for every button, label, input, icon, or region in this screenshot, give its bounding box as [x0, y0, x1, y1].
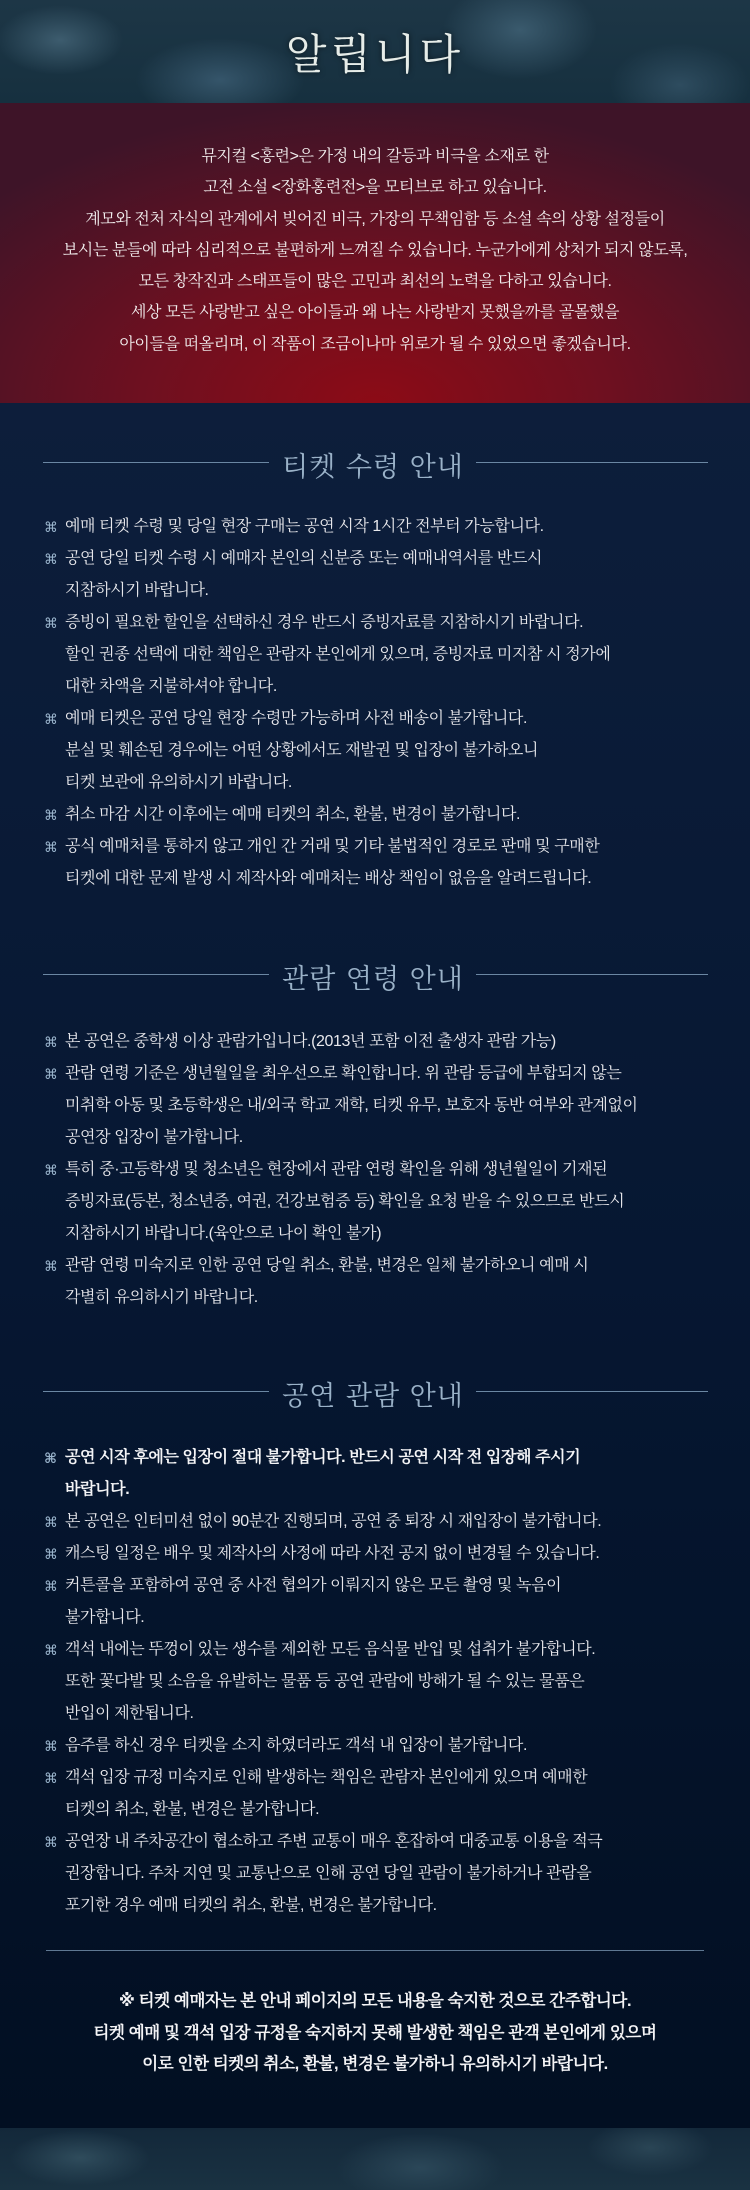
bullet-icon: ⌘ — [44, 1034, 58, 1050]
bullet-icon: ⌘ — [44, 1642, 58, 1658]
section-heading — [0, 955, 750, 995]
section-title: 공연 관람 안내 — [282, 1381, 464, 1412]
list-item — [44, 1826, 724, 1922]
bullet-icon: ⌘ — [44, 1770, 58, 1786]
section-title: 티켓 수령 안내 — [282, 452, 464, 483]
item-text: 티켓의 취소, 환불, 변경은 불가합니다. — [65, 1801, 320, 1818]
item-text: 취소 마감 시간 이후에는 예매 티켓의 취소, 환불, 변경이 불가합니다. — [65, 806, 521, 823]
item-text: 미취학 아동 및 초등학생은 내/외국 학교 재학, 티켓 유무, 보호자 동반 여부와 관계없이 — [65, 1097, 638, 1114]
item-text: 본 공연은 중학생 이상 관람가입니다.(2013년 포함 이전 출생자 관람 가능) — [65, 1033, 556, 1050]
heading-rule-right — [476, 1391, 708, 1392]
item-text: 분실 및 훼손된 경우에는 어떤 상황에서도 재발권 및 입장이 불가하오니 — [65, 742, 539, 759]
bullet-icon: ⌘ — [44, 711, 58, 727]
list-item — [44, 1570, 724, 1634]
item-text: 대한 차액을 지불하셔야 합니다. — [65, 678, 277, 695]
item-text: 권장합니다. 주차 지연 및 교통난으로 인해 공연 당일 관람이 불가하거나 관람을 — [65, 1865, 592, 1882]
bullet-icon: ⌘ — [44, 1514, 58, 1530]
list-item — [44, 1026, 724, 1058]
item-text: 티켓에 대한 문제 발생 시 제작사와 예매처는 배상 책임이 없음을 알려드립니다. — [65, 870, 592, 887]
bullet-icon: ⌘ — [44, 1450, 57, 1466]
section-list — [44, 1442, 724, 1922]
item-text: 객석 내에는 뚜껑이 있는 생수를 제외한 모든 음식물 반입 및 섭취가 불가합니다. — [65, 1641, 596, 1658]
list-item — [44, 799, 724, 831]
header-banner — [0, 0, 750, 103]
item-text: 증빙이 필요한 할인을 선택하신 경우 반드시 증빙자료를 지참하시기 바랍니다. — [65, 614, 584, 631]
bullet-icon: ⌘ — [44, 1546, 58, 1562]
heading-rule-left — [43, 462, 269, 463]
item-text: 포기한 경우 예매 티켓의 취소, 환불, 변경은 불가합니다. — [65, 1897, 437, 1914]
item-text: 지참하시기 바랍니다.(육안으로 나이 확인 불가) — [65, 1225, 382, 1242]
bullet-icon: ⌘ — [44, 615, 58, 631]
list-item — [44, 1538, 724, 1570]
list-item — [44, 831, 724, 895]
intro-line: 계모와 전처 자식의 관계에서 빚어진 비극, 가장의 무책임함 등 소설 속의 상황 설정들이 — [85, 210, 665, 228]
item-text: 관람 연령 기준은 생년월일을 최우선으로 확인합니다. 위 관람 등급에 부합되지 않는 — [65, 1065, 622, 1082]
list-item — [44, 1154, 724, 1250]
bullet-icon: ⌘ — [44, 1258, 58, 1274]
intro-line: 고전 소설 <장화홍련전>을 모티브로 하고 있습니다. — [203, 179, 547, 197]
item-text: 공연장 내 주차공간이 협소하고 주변 교통이 매우 혼잡하여 대중교통 이용을 적극 — [65, 1833, 603, 1850]
list-item — [44, 1634, 724, 1730]
intro-line: 세상 모든 사랑받고 싶은 아이들과 왜 나는 사랑받지 못했을까를 골몰했을 — [130, 304, 620, 322]
item-text: 캐스팅 일정은 배우 및 제작사의 사정에 따라 사전 공지 없이 변경될 수 있습니다. — [65, 1545, 600, 1562]
list-item — [44, 1058, 724, 1154]
item-text: 불가합니다. — [65, 1609, 145, 1626]
list-item — [44, 1506, 724, 1538]
list-item — [44, 1762, 724, 1826]
bullet-icon: ⌘ — [44, 519, 58, 535]
item-text: 예매 티켓 수령 및 당일 현장 구매는 공연 시작 1시간 전부터 가능합니다. — [65, 518, 544, 535]
bullet-icon: ⌘ — [44, 839, 58, 855]
item-text: 또한 꽃다발 및 소음을 유발하는 물품 등 공연 관람에 방해가 될 수 있는 물품은 — [65, 1673, 585, 1690]
list-item — [44, 1250, 724, 1314]
list-item — [44, 703, 724, 799]
item-text: 커튼콜을 포함하여 공연 중 사전 협의가 이뤄지지 않은 모든 촬영 및 녹음이 — [65, 1577, 562, 1594]
bullet-icon: ⌘ — [44, 1162, 58, 1178]
item-text: 객석 입장 규정 미숙지로 인해 발생하는 책임은 관람자 본인에게 있으며 예매한 — [65, 1769, 588, 1786]
notice-line: ※ 티켓 예매자는 본 안내 페이지의 모든 내용을 숙지한 것으로 간주합니다. — [118, 1992, 632, 2010]
list-item — [44, 1442, 724, 1506]
notice-line: 티켓 예매 및 객석 입장 규정을 숙지하지 못해 발생한 책임은 관객 본인에게 있으며 — [93, 2023, 657, 2042]
list-item — [44, 511, 724, 543]
bullet-icon: ⌘ — [44, 1066, 58, 1082]
item-text: 예매 티켓은 공연 당일 현장 수령만 가능하며 사전 배송이 불가합니다. — [65, 710, 528, 727]
bullet-icon: ⌘ — [44, 1834, 58, 1850]
heading-rule-left — [43, 974, 269, 975]
section-list — [44, 1026, 724, 1314]
notice-text — [0, 1986, 750, 2081]
item-text: 증빙자료(등본, 청소년증, 여권, 건강보험증 등) 확인을 요청 받을 수 있으므로 반드시 — [65, 1193, 625, 1210]
bullet-icon: ⌘ — [44, 1738, 58, 1754]
item-text: 각별히 유의하시기 바랍니다. — [65, 1289, 258, 1306]
page-title: 알립니다 — [285, 30, 465, 79]
item-text: 티켓 보관에 유의하시기 바랍니다. — [65, 774, 292, 791]
footer-banner — [0, 2128, 750, 2190]
section-title: 관람 연령 안내 — [282, 964, 464, 995]
item-text: 음주를 하신 경우 티켓을 소지 하였더라도 객석 내 입장이 불가합니다. — [65, 1737, 528, 1754]
intro-line: 뮤지컬 <홍련>은 가정 내의 갈등과 비극을 소재로 한 — [201, 148, 549, 165]
intro-line: 모든 창작진과 스태프들이 많은 고민과 최선의 노력을 다하고 있습니다. — [138, 273, 612, 291]
divider — [46, 1950, 704, 1951]
list-item — [44, 543, 724, 607]
item-text: 지참하시기 바랍니다. — [65, 582, 209, 599]
notice-line: 이로 인한 티켓의 취소, 환불, 변경은 불가하니 유의하시기 바랍니다. — [142, 2055, 608, 2073]
section-heading — [0, 1372, 750, 1412]
heading-rule-left — [43, 1391, 269, 1392]
item-text: 할인 권종 선택에 대한 책임은 관람자 본인에게 있으며, 증빙자료 미지참 시 정가에 — [65, 646, 611, 663]
intro-text — [0, 141, 750, 360]
item-text: 본 공연은 인터미션 없이 90분간 진행되며, 공연 중 퇴장 시 재입장이 불가합니다. — [65, 1513, 602, 1530]
list-item — [44, 607, 724, 703]
heading-rule-right — [476, 462, 708, 463]
intro-panel — [0, 103, 750, 403]
intro-line: 아이들을 떠올리며, 이 작품이 조금이나마 위로가 될 수 있었으면 좋겠습니다. — [119, 335, 631, 353]
heading-rule-right — [476, 974, 708, 975]
section-list — [44, 511, 724, 895]
section-heading — [0, 443, 750, 483]
item-text: 공식 예매처를 통하지 않고 개인 간 거래 및 기타 불법적인 경로로 판매 및 구매한 — [65, 838, 600, 855]
item-text: 관람 연령 미숙지로 인한 공연 당일 취소, 환불, 변경은 일체 불가하오니 예매 시 — [65, 1257, 589, 1274]
bullet-icon: ⌘ — [44, 551, 58, 567]
item-text: 공연 당일 티켓 수령 시 예매자 본인의 신분증 또는 예매내역서를 반드시 — [65, 550, 543, 567]
item-text: 공연 시작 후에는 입장이 절대 불가합니다. 반드시 공연 시작 전 입장해 주시기 — [65, 1449, 581, 1466]
bullet-icon: ⌘ — [44, 1578, 58, 1594]
intro-line: 보시는 분들에 따라 심리적으로 불편하게 느껴질 수 있습니다. 누군가에게 상처가 되지 않도록, — [62, 241, 688, 259]
item-text: 바랍니다. — [65, 1481, 130, 1498]
list-item — [44, 1730, 724, 1762]
item-text: 공연장 입장이 불가합니다. — [65, 1129, 243, 1146]
item-text: 특히 중·고등학생 및 청소년은 현장에서 관람 연령 확인을 위해 생년월일이 기재된 — [65, 1161, 608, 1178]
bullet-icon: ⌘ — [44, 807, 58, 823]
item-text: 반입이 제한됩니다. — [65, 1705, 194, 1722]
